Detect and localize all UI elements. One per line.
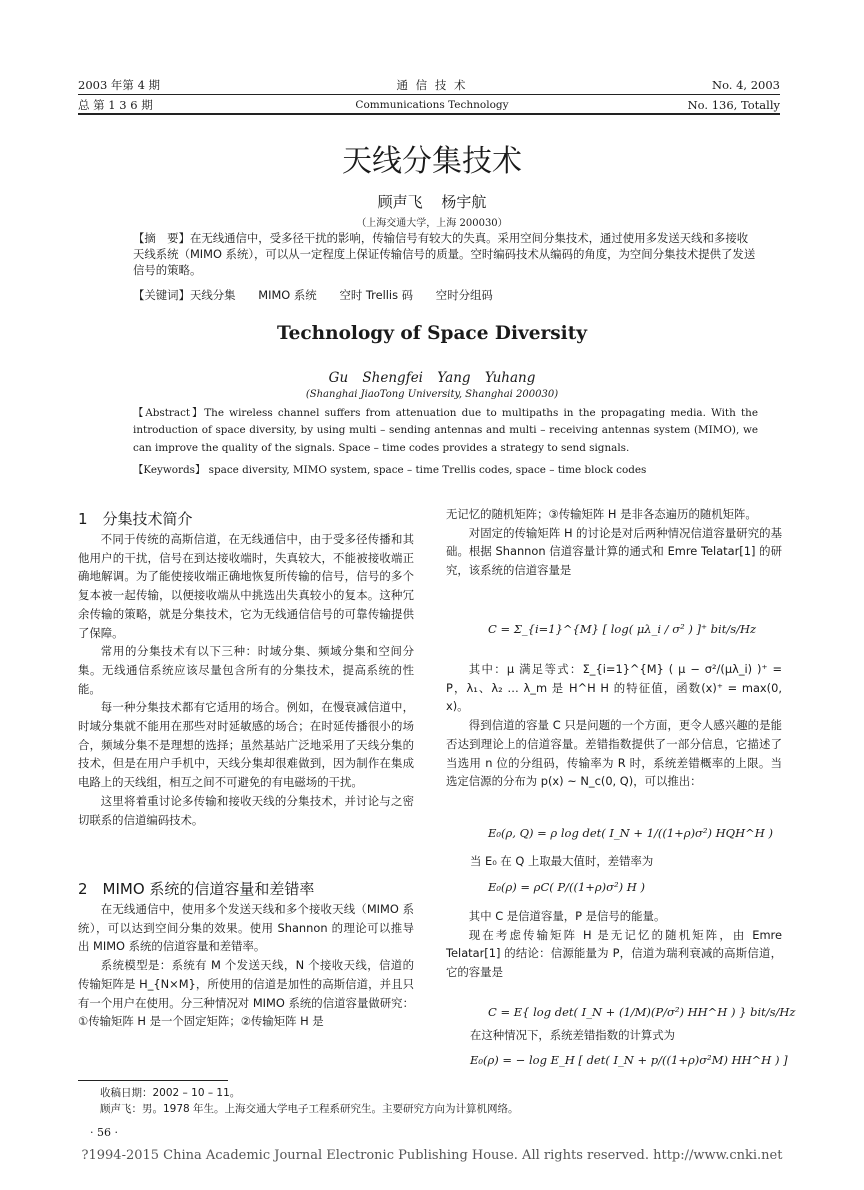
header-total-issue: 总 第 1 3 6 期 bbox=[78, 98, 153, 112]
paragraph: 得到信道的容量 C 只是问题的一个方面，更令人感兴趣的是能否达到理论上的信道容量。差错指数提供了一部分信息，它描述了当选用 n 位的分组码，传输率为 R 时，系统差错概率的上限。当选定信源的分布为 p(x) ~ N_c(0, Q)，可以推出： bbox=[446, 718, 782, 789]
affiliation-cn: （上海交通大学，上海 200030） bbox=[356, 218, 508, 229]
equation-random-capacity: C = E{ log det( I_N + (1/M)(P/σ²) HH^H ) } bit/s/Hz bbox=[488, 1005, 796, 1019]
paragraph: 现在考虑传输矩阵 H 是无记忆的随机矩阵，由 Emre Telatar[1] 的结论：信源能量为 P，信道为瑞利衰减的高斯信道，它的容量是 bbox=[446, 927, 782, 980]
paragraph: 其中 C 是信道容量，P 是信号的能量。 bbox=[468, 909, 666, 923]
paragraph: 不同于传统的高斯信道，在无线通信中，由于受多径传播和其他用户的干扰，信号在到达接收端时，失真较大，不能被接收端正确地解调。为了能使接收端正确地恢复所传输的信号，信号的多个复本被一起传输，以便接收端从中挑选出失真较小的复本。这种冗余传输的策略，就是分集技术，它为无线通信信号的可靠传输提供了保障。 bbox=[78, 532, 414, 640]
authors-en: Gu Shengfei Yang Yuhang bbox=[328, 370, 536, 386]
equation-error-rate: E₀(ρ) = ρC( P/((1+ρ)σ²) H ) bbox=[488, 880, 645, 894]
right-col-mid bbox=[446, 660, 782, 791]
right-col-lower bbox=[446, 907, 782, 982]
paragraph: 在这种情况下，系统差错指数的计算式为 bbox=[470, 1028, 676, 1042]
section-2-body bbox=[78, 900, 414, 1031]
paragraph: 这里将着重讨论多传输和接收天线的分集技术，并讨论与之密切联系的信道编码技术。 bbox=[78, 793, 414, 827]
keywords-en: 【Keywords】 space diversity, MIMO system, space – time Trellis codes, space – time block codes bbox=[133, 464, 647, 476]
paragraph: 其中：μ 满足等式：Σ_{i=1}^{M} ( μ − σ²/(μλ_i) )⁺ = P，λ₁、λ₂ … λ_m 是 H^H H 的特征值，函数(x)⁺ = max(0, x)。 bbox=[446, 662, 782, 714]
equation-error-exponent-random: E₀(ρ) = − log E_H [ det( I_N + p/((1+ρ)σ²M) HH^H ) ] bbox=[470, 1053, 788, 1067]
section-2-heading: 2 MIMO 系统的信道容量和差错率 bbox=[78, 880, 315, 898]
copyright-line: ?1994-2015 China Academic Journal Electronic Publishing House. All rights reserved. http://www.cnki.net bbox=[81, 1148, 783, 1163]
paragraph: 对固定的传输矩阵 H 的讨论是对后两种情况信道容量研究的基础。根据 Shannon 信道容量计算的通式和 Emre Telatar[1] 的研究，该系统的信道容量是 bbox=[446, 525, 782, 578]
equation-error-exponent: E₀(ρ, Q) = ρ log det( I_N + 1/((1+ρ)σ²) HQH^H ) bbox=[488, 826, 773, 840]
header-journal-en: Communications Technology bbox=[355, 99, 509, 111]
page-number: · 56 · bbox=[90, 1126, 118, 1139]
paragraph: 每一种分集技术都有它适用的场合。例如，在慢衰减信道中，时域分集就不能用在那些对时延敏感的场合；在时延传播很小的场合，频域分集不是理想的选择；虽然基站广泛地采用了天线分集的技术，但是在用户手机中，天线分集却很难做到，因为制作在集成电路上的天线组，相互之间不可避免的有电磁场的干扰。 bbox=[78, 700, 414, 790]
paragraph: 当 E₀ 在 Q 上取最大值时，差错率为 bbox=[470, 854, 654, 868]
header-journal-cn: 通 信 技 术 bbox=[396, 78, 468, 92]
section-1-body bbox=[78, 530, 414, 829]
title-en: Technology of Space Diversity bbox=[277, 323, 587, 344]
footnote-received: 收稿日期：2002 – 10 – 11。 bbox=[100, 1087, 241, 1099]
affiliation-en: (Shanghai JiaoTong University, Shanghai 200030) bbox=[305, 389, 559, 400]
right-col-top bbox=[446, 505, 782, 580]
equation-capacity: C = Σ_{i=1}^{M} [ log( μλ_i / σ² ) ]⁺ bit/s/Hz bbox=[488, 622, 757, 636]
header-rule-thin bbox=[78, 94, 780, 95]
paragraph: 在无线通信中，使用多个发送天线和多个接收天线（MIMO 系统），可以达到空间分集的效果。使用 Shannon 的理论可以推导出 MIMO 系统的信道容量和差错率。 bbox=[78, 902, 414, 954]
abstract-en: 【Abstract】The wireless channel suffers from attenuation due to multipaths in the propagating media. With the introduction of space diversity, by using multi – sending antennas and multi – receiving antennas system (MIMO), we can improve the quality of the signals. Space – time codes provides a strategy to send signals. bbox=[133, 407, 758, 454]
abstract-cn: 【摘 要】在无线通信中，受多径干扰的影响，传输信号有较大的失真。采用空间分集技术，通过使用多发送天线和多接收天线系统（MIMO 系统），可以从一定程度上保证传输信号的质量。空时编码技术从编码的角度，为空间分集技术提供了发送信号的策略。 bbox=[133, 231, 756, 278]
paragraph: 常用的分集技术有以下三种：时域分集、频域分集和空间分集。无线通信系统应该尽量包含所有的分集技术，提高系统的性能。 bbox=[78, 644, 414, 696]
header-issue: 2003 年第 4 期 bbox=[78, 78, 161, 92]
header-number-total: No. 136, Totally bbox=[687, 98, 780, 112]
footnote-author: 顾声飞：男。1978 年生。上海交通大学电子工程系研究生。主要研究方向为计算机网络。 bbox=[100, 1103, 519, 1115]
header-rule bbox=[78, 113, 780, 115]
footnote-rule bbox=[78, 1080, 228, 1081]
authors-cn: 顾声飞 杨宇航 bbox=[377, 193, 487, 211]
section-1-heading: 1 分集技术简介 bbox=[78, 510, 193, 528]
keywords-cn: 【关键词】天线分集 MIMO 系统 空时 Trellis 码 空时分组码 bbox=[133, 288, 493, 302]
paragraph: 无记忆的随机矩阵；③传输矩阵 H 是非各态遍历的随机矩阵。 bbox=[446, 507, 757, 521]
title-cn: 天线分集技术 bbox=[342, 144, 522, 179]
header-number: No. 4, 2003 bbox=[712, 78, 780, 92]
paragraph: 系统模型是：系统有 M 个发送天线，N 个接收天线，信道的传输矩阵是 H_{N×M}，所使用的信道是加性的高斯信道，并且只有一个用户在使用。分三种情况对 MIMO 系统的信道容量做研究：①传输矩阵 H 是一个固定矩阵；②传输矩阵 H 是 bbox=[78, 958, 414, 1029]
